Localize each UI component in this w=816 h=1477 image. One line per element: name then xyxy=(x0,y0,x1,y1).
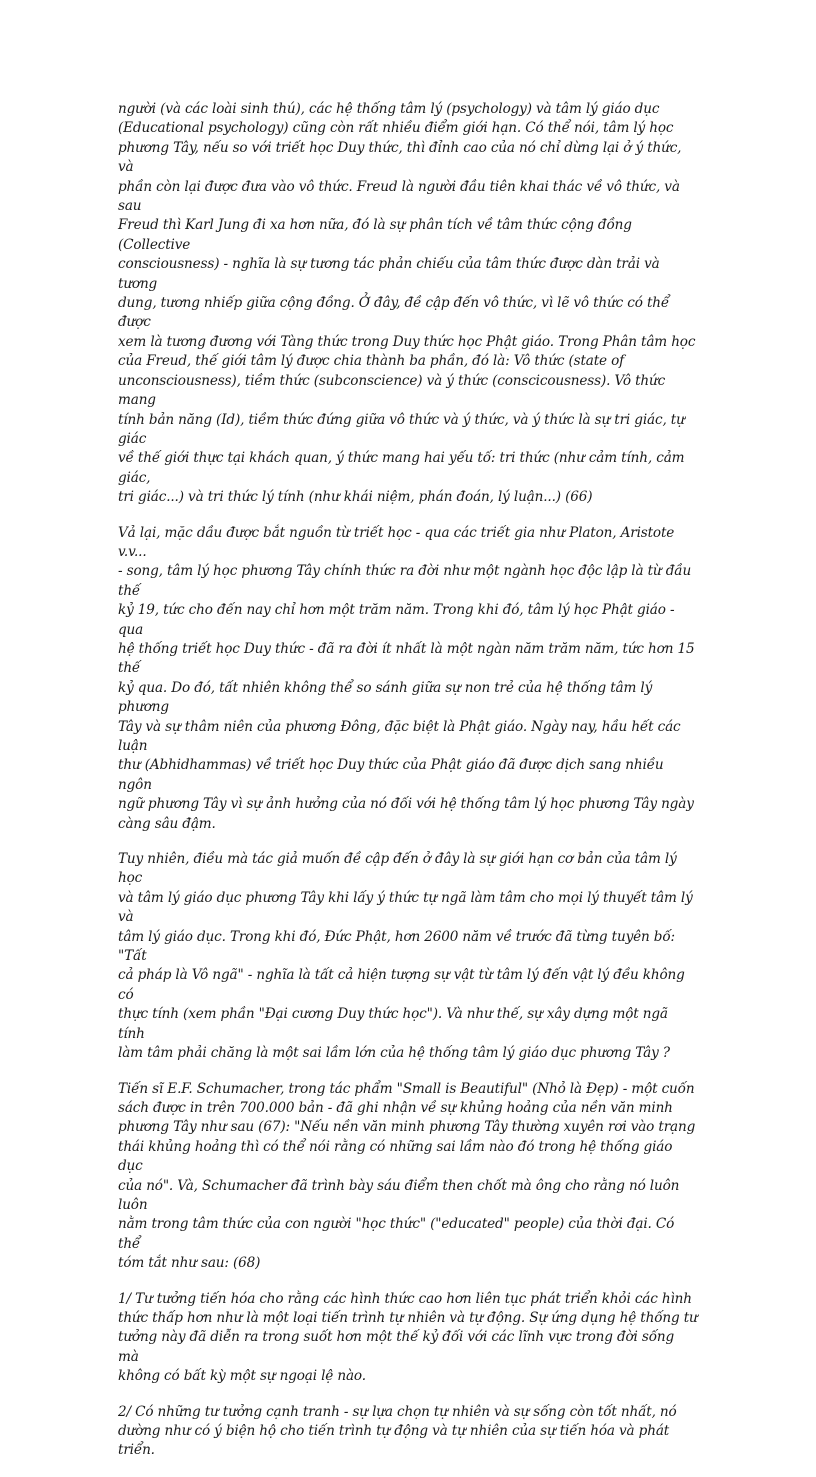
paragraph-schumacher: Tiến sĩ E.F. Schumacher, trong tác phẩm "Small is Beautiful" (Nhỏ là Đẹp) - một cuốn sách được in trên 700.000 bản - đã ghi nhận về sự khủng hoảng của nền văn minh phương Tây như sau (67): "Nếu nền văn minh phương Tây thường xuyên rơi vào trạng thái khủng hoảng thì có thể nói rằng có những sai lầm nào đó trong hệ thống giáo dục của nó". Và, Schumacher đã trình bày sáu điểm then chốt mà ông cho rằng nó luôn luôn nằm trong tâm thức của con người "học thức" ("educated" people) của thời đại. Có thể tóm tắt như sau: (68) xyxy=(118,1080,696,1272)
list-item-evolution: 1/ Tư tưởng tiến hóa cho rằng các hình thức cao hơn liên tục phát triển khỏi các hình thức thấp hơn như là một loại tiến trình tự nhiên và tự động. Sự ứng dụng hệ thống tư tưởng này đã diễn ra trong suốt hơn một thế kỷ đối với các lĩnh vực trong đời sống mà không có bất kỳ một sự ngoại lệ nào. xyxy=(118,1290,698,1385)
document-body xyxy=(118,100,698,1477)
paragraph-psychology-limits: người (và các loài sinh thú), các hệ thống tâm lý (psychology) và tâm lý giáo dục (Educational psychology) cũng còn rất nhiều điểm giới hạn. Có thể nói, tâm lý học phương Tây, nếu so với triết học Duy thức, thì đỉnh cao của nó chỉ dừng lại ở ý thức, và phần còn lại được đưa vào vô thức. Freud là người đầu tiên khai thác về vô thức, và sau Freud thì Karl Jung đi xa hơn nữa, đó là sự phân tích về tâm thức cộng đồng (Collective consciousness) - nghĩa là sự tương tác phản chiếu của tâm thức được dàn trải và tương dung, tương nhiếp giữa cộng đồng. Ở đây, đề cập đến vô thức, vì lẽ vô thức có thể được xem là tương đương với Tàng thức trong Duy thức học Phật giáo. Trong Phân tâm học của Freud, thế giới tâm lý được chia thành ba phần, đó là: Vô thức (state of unconsciousness), tiềm thức (subconscience) và ý thức (conscicousness). Vô thức mang tính bản năng (Id), tiềm thức đứng giữa vô thức và ý thức, và ý thức là sự tri giác, tự giác về thế giới thực tại khách quan, ý thức mang hai yếu tố: tri thức (như cảm tính, cảm giác, tri giác...) và tri thức lý tính (như khái niệm, phán đoán, lý luận...) (66) xyxy=(118,101,696,506)
paragraph-history-of-psychology: Vả lại, mặc dầu được bắt nguồn từ triết học - qua các triết gia như Platon, Aristote v.v... - song, tâm lý học phương Tây chính thức ra đời như một ngành học độc lập là từ đầu thế kỷ 19, tức cho đến nay chỉ hơn một trăm năm. Trong khi đó, tâm lý học Phật giáo - qua hệ thống triết học Duy thức - đã ra đời ít nhất là một ngàn năm trăm năm, tức hơn 15 thế kỷ qua. Do đó, tất nhiên không thể so sánh giữa sự non trẻ của hệ thống tâm lý phương Tây và sự thâm niên của phương Đông, đặc biệt là Phật giáo. Ngày nay, hầu hết các luận thư (Abhidhammas) về triết học Duy thức của Phật giáo đã được dịch sang nhiều ngôn ngữ phương Tây vì sự ảnh hưởng của nó đối với hệ thống tâm lý học phương Tây ngày càng sâu đậm. xyxy=(118,524,695,832)
paragraph-self-ego-critique: Tuy nhiên, điều mà tác giả muốn đề cập đến ở đây là sự giới hạn cơ bản của tâm lý học và tâm lý giáo dục phương Tây khi lấy ý thức tự ngã làm tâm cho mọi lý thuyết tâm lý và tâm lý giáo dục. Trong khi đó, Đức Phật, hơn 2600 năm về trước đã từng tuyên bố: "Tất cả pháp là Vô ngã" - nghĩa là tất cả hiện tượng sự vật từ tâm lý đến vật lý đều không có thực tính (xem phần "Đại cương Duy thức học"). Và như thế, sự xây dựng một ngã tính làm tâm phải chăng là một sai lầm lớn của hệ thống tâm lý giáo dục phương Tây ? xyxy=(118,851,693,1062)
list-item-competition: 2/ Có những tư tưởng cạnh tranh - sự lựa chọn tự nhiên và sự sống còn tốt nhất, nó dường như có ý biện hộ cho tiến trình tự động và tự nhiên của sự tiến hóa và phát triển. xyxy=(118,1403,677,1459)
